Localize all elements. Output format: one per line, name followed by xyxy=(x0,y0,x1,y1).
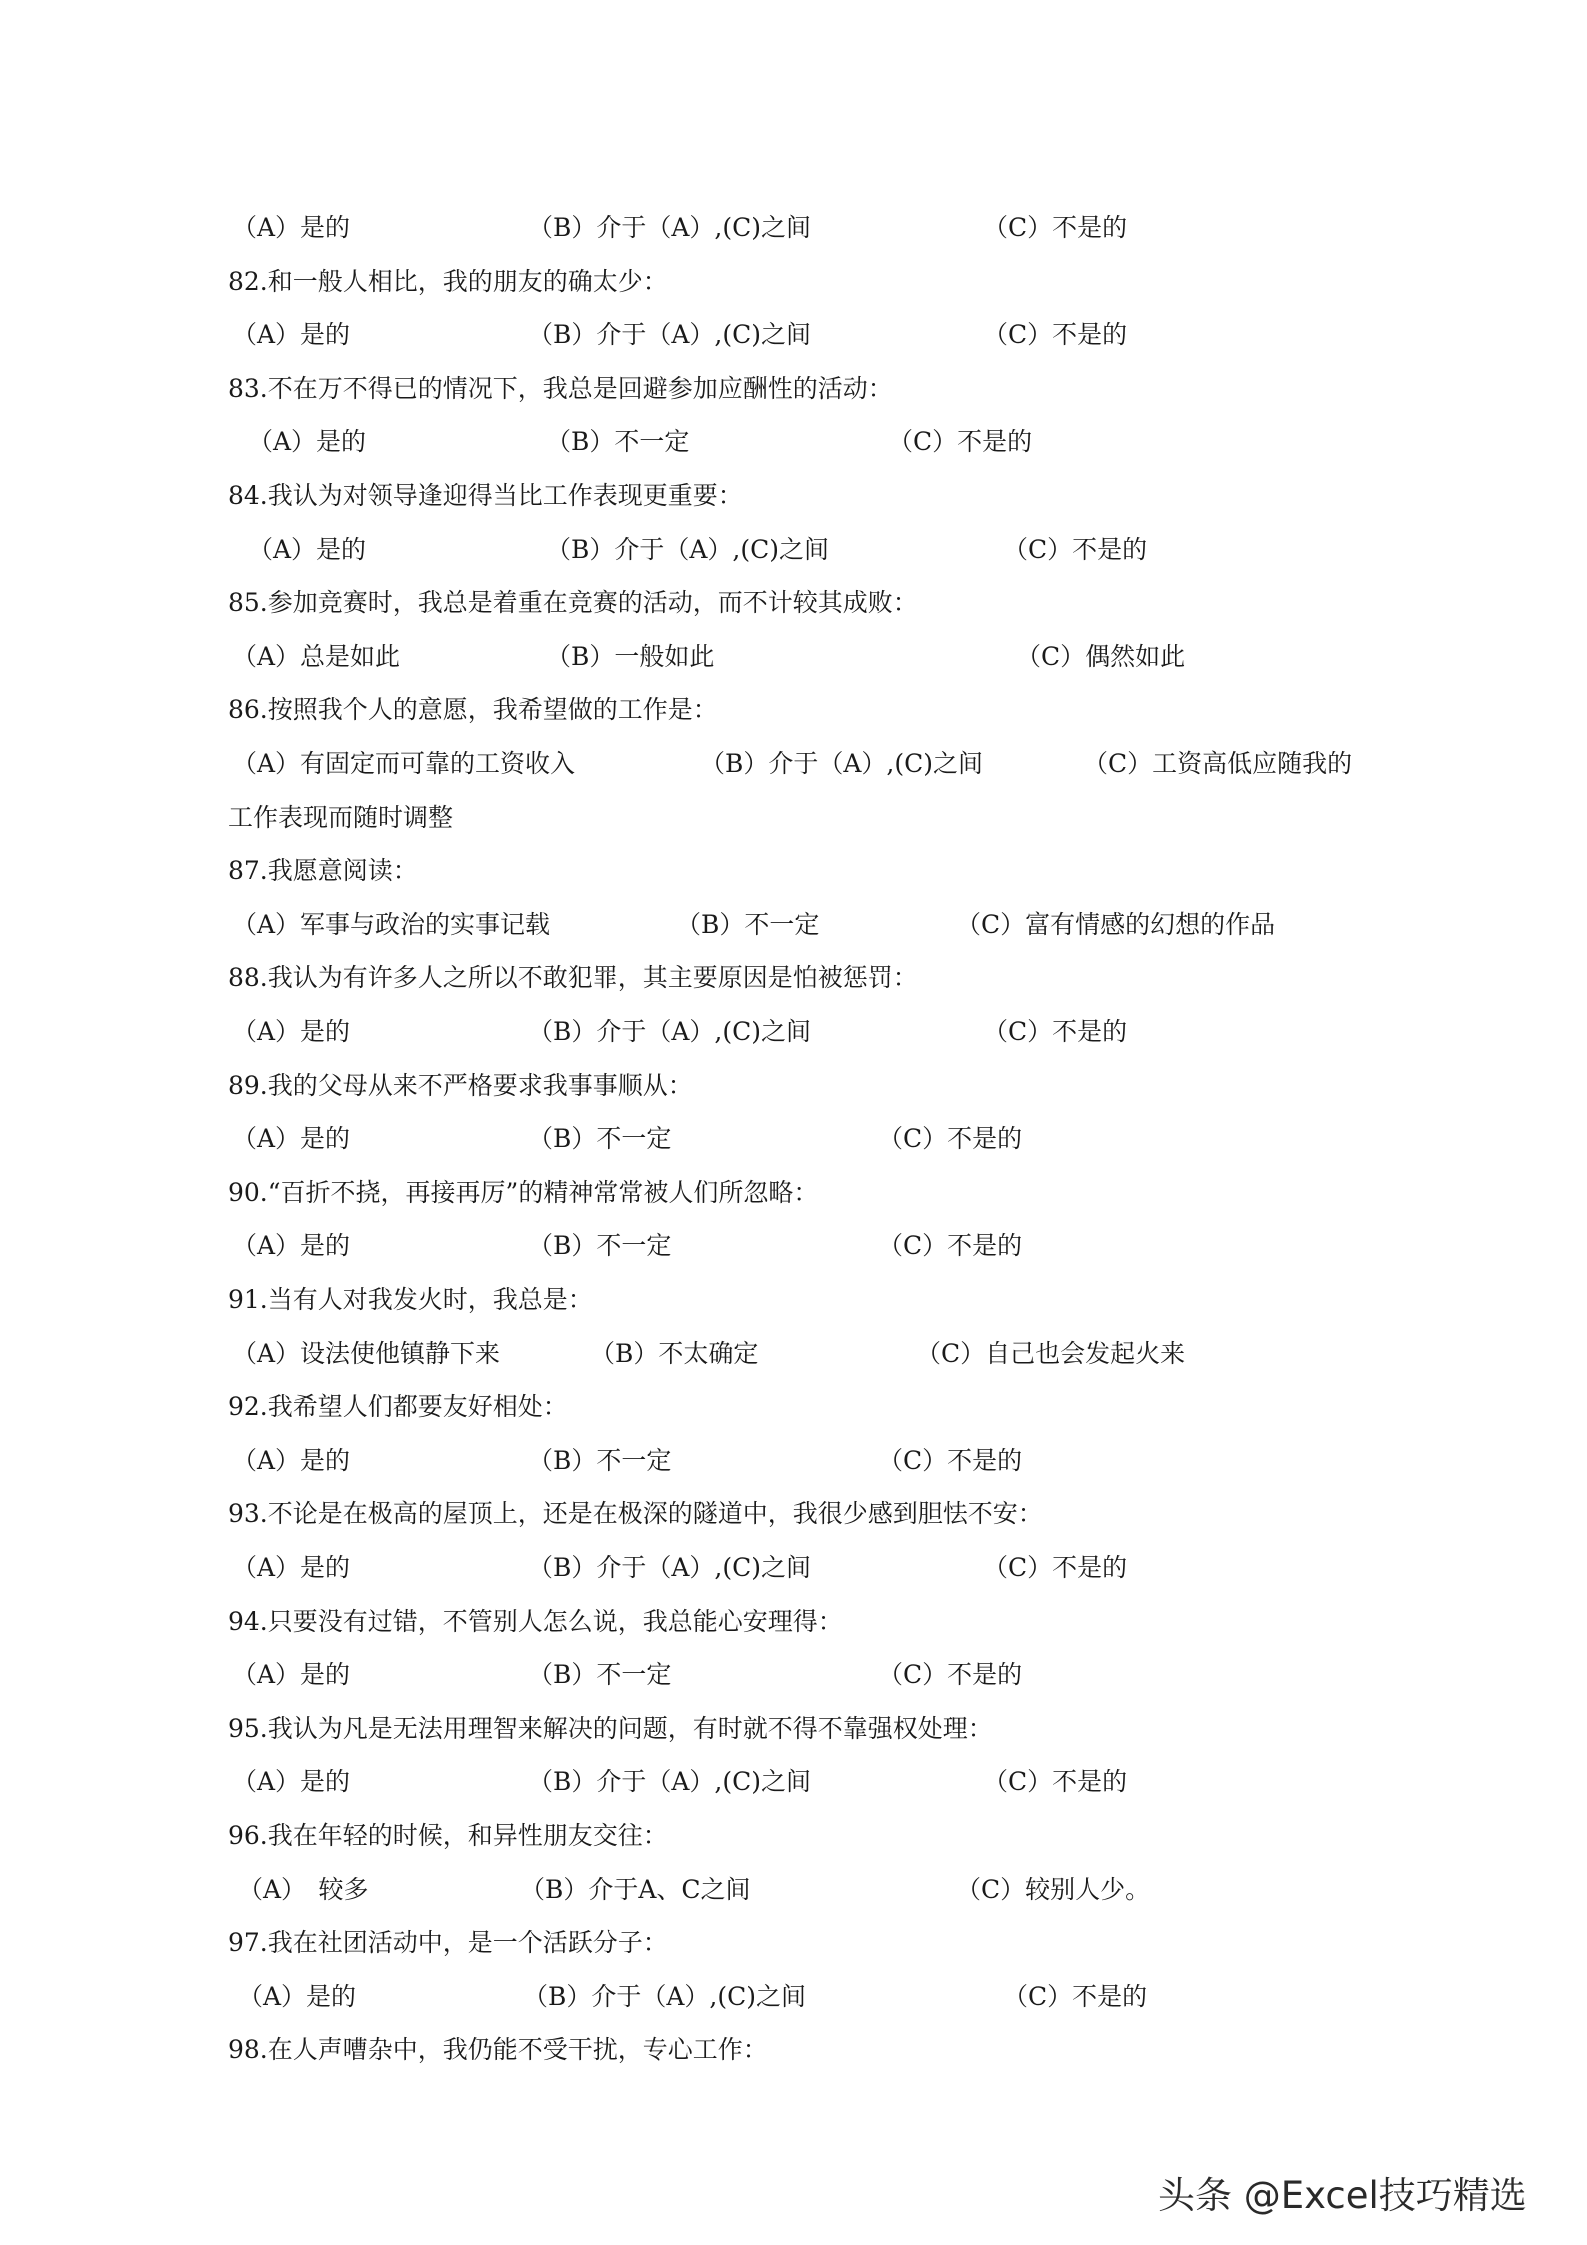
answer-option-b: （B）不一定 xyxy=(546,427,690,456)
answer-option-a: （A）军事与政治的实事记载 xyxy=(232,910,551,939)
answer-option-a: （A）是的 xyxy=(238,1982,357,2011)
answer-option-c: （C）不是的 xyxy=(878,1124,1023,1153)
answer-option-a: （A）是的 xyxy=(232,213,351,242)
answer-options xyxy=(228,315,1378,355)
question-text: 85.参加竞赛时，我总是着重在竞赛的活动，而不计较其成败： xyxy=(228,588,918,617)
question-text: 工作表现而随时调整 xyxy=(228,803,454,832)
answer-options xyxy=(228,1334,1378,1374)
answer-option-c: （C）不是的 xyxy=(983,1553,1128,1582)
question-text: 88.我认为有许多人之所以不敢犯罪，其主要原因是怕被惩罚： xyxy=(228,963,918,992)
answer-option-b: （B）介于（A）,(C)之间 xyxy=(700,749,984,778)
answer-option-a: （A）设法使他镇静下来 xyxy=(232,1339,501,1368)
answer-options xyxy=(228,1548,1378,1588)
answer-options xyxy=(228,530,1378,570)
answer-option-b: （B）一般如此 xyxy=(546,642,715,671)
answer-options xyxy=(228,1441,1378,1481)
question-text: 82.和一般人相比，我的朋友的确太少： xyxy=(228,267,668,296)
answer-option-b: （B）介于（A）,(C)之间 xyxy=(528,1017,812,1046)
answer-option-c: （C）不是的 xyxy=(878,1660,1023,1689)
answer-option-a: （A）是的 xyxy=(248,427,367,456)
answer-option-c: （C）工资高低应随我的 xyxy=(1083,749,1353,778)
answer-options xyxy=(228,905,1378,945)
answer-option-c: （C）不是的 xyxy=(983,213,1128,242)
question-text: 90.“百折不挠，再接再厉”的精神常常被人们所忽略： xyxy=(228,1178,819,1207)
answer-options xyxy=(228,1119,1378,1159)
question-text: 97.我在社团活动中，是一个活跃分子： xyxy=(228,1928,668,1957)
question-text: 96.我在年轻的时候，和异性朋友交往： xyxy=(228,1821,668,1850)
answer-option-a: （A）总是如此 xyxy=(232,642,401,671)
answer-option-c: （C）富有情感的幻想的作品 xyxy=(956,910,1276,939)
answer-option-a: （A）是的 xyxy=(248,535,367,564)
answer-option-b: （B）介于（A）,(C)之间 xyxy=(528,1767,812,1796)
question-text: 93.不论是在极高的屋顶上，还是在极深的隧道中，我很少感到胆怯不安： xyxy=(228,1499,1043,1528)
question-text: 98.在人声嘈杂中，我仍能不受干扰，专心工作： xyxy=(228,2035,768,2064)
question-text: 91.当有人对我发火时，我总是： xyxy=(228,1285,593,1314)
question-text: 87.我愿意阅读： xyxy=(228,856,418,885)
question-text: 84.我认为对领导逢迎得当比工作表现更重要： xyxy=(228,481,743,510)
answer-option-b: （B）不一定 xyxy=(528,1446,672,1475)
answer-options xyxy=(228,1762,1378,1802)
answer-option-a: （A）是的 xyxy=(232,1767,351,1796)
question-text: 94.只要没有过错，不管别人怎么说，我总能心安理得： xyxy=(228,1607,843,1636)
question-text: 83.不在万不得已的情况下，我总是回避参加应酬性的活动： xyxy=(228,374,893,403)
answer-options xyxy=(228,208,1378,248)
answer-option-a: （A）是的 xyxy=(232,320,351,349)
answer-option-a: （A）是的 xyxy=(232,1124,351,1153)
answer-option-a: （A）是的 xyxy=(232,1017,351,1046)
answer-option-c: （C）偶然如此 xyxy=(1016,642,1186,671)
answer-option-c: （C）不是的 xyxy=(878,1446,1023,1475)
answer-option-c: （C）不是的 xyxy=(878,1231,1023,1260)
watermark: 头条 @Excel技巧精选 xyxy=(1158,2174,1527,2217)
answer-option-a: （A）是的 xyxy=(232,1660,351,1689)
answer-options xyxy=(228,1655,1378,1695)
answer-option-b: （B）介于（A）,(C)之间 xyxy=(528,213,812,242)
answer-option-c: （C）不是的 xyxy=(983,1767,1128,1796)
answer-option-a: （A）是的 xyxy=(232,1446,351,1475)
answer-option-c: （C）不是的 xyxy=(888,427,1033,456)
answer-option-c: （C）较别人少。 xyxy=(956,1875,1151,1904)
answer-options xyxy=(228,422,1378,462)
answer-options xyxy=(228,1870,1378,1910)
question-text: 92.我希望人们都要友好相处： xyxy=(228,1392,568,1421)
answer-option-c: （C）不是的 xyxy=(1003,535,1148,564)
answer-option-b: （B）介于（A）,(C)之间 xyxy=(523,1982,807,2011)
question-text: 86.按照我个人的意愿，我希望做的工作是： xyxy=(228,695,718,724)
answer-option-b: （B）介于（A）,(C)之间 xyxy=(528,1553,812,1582)
question-text: 95.我认为凡是无法用理智来解决的问题，有时就不得不靠强权处理： xyxy=(228,1714,993,1743)
answer-option-c: （C）不是的 xyxy=(1003,1982,1148,2011)
answer-options xyxy=(228,1012,1378,1052)
answer-option-a: （A）有固定而可靠的工资收入 xyxy=(232,749,576,778)
answer-options xyxy=(228,1977,1378,2017)
answer-option-a: （A）是的 xyxy=(232,1553,351,1582)
answer-option-c: （C）自己也会发起火来 xyxy=(916,1339,1186,1368)
answer-option-b: （B）不太确定 xyxy=(590,1339,759,1368)
answer-option-b: （B）不一定 xyxy=(528,1124,672,1153)
answer-option-b: （B）介于A、C之间 xyxy=(520,1875,751,1904)
answer-option-c: （C）不是的 xyxy=(983,1017,1128,1046)
answer-option-a: （A） 较多 xyxy=(238,1875,369,1904)
answer-option-b: （B）不一定 xyxy=(528,1660,672,1689)
answer-option-b: （B）不一定 xyxy=(528,1231,672,1260)
answer-option-a: （A）是的 xyxy=(232,1231,351,1260)
answer-options xyxy=(228,1226,1378,1266)
answer-option-b: （B）介于（A）,(C)之间 xyxy=(528,320,812,349)
answer-options xyxy=(228,744,1378,784)
question-text: 89.我的父母从来不严格要求我事事顺从： xyxy=(228,1071,693,1100)
answer-options xyxy=(228,637,1378,677)
answer-option-b: （B）不一定 xyxy=(676,910,820,939)
answer-option-b: （B）介于（A）,(C)之间 xyxy=(546,535,830,564)
answer-option-c: （C）不是的 xyxy=(983,320,1128,349)
